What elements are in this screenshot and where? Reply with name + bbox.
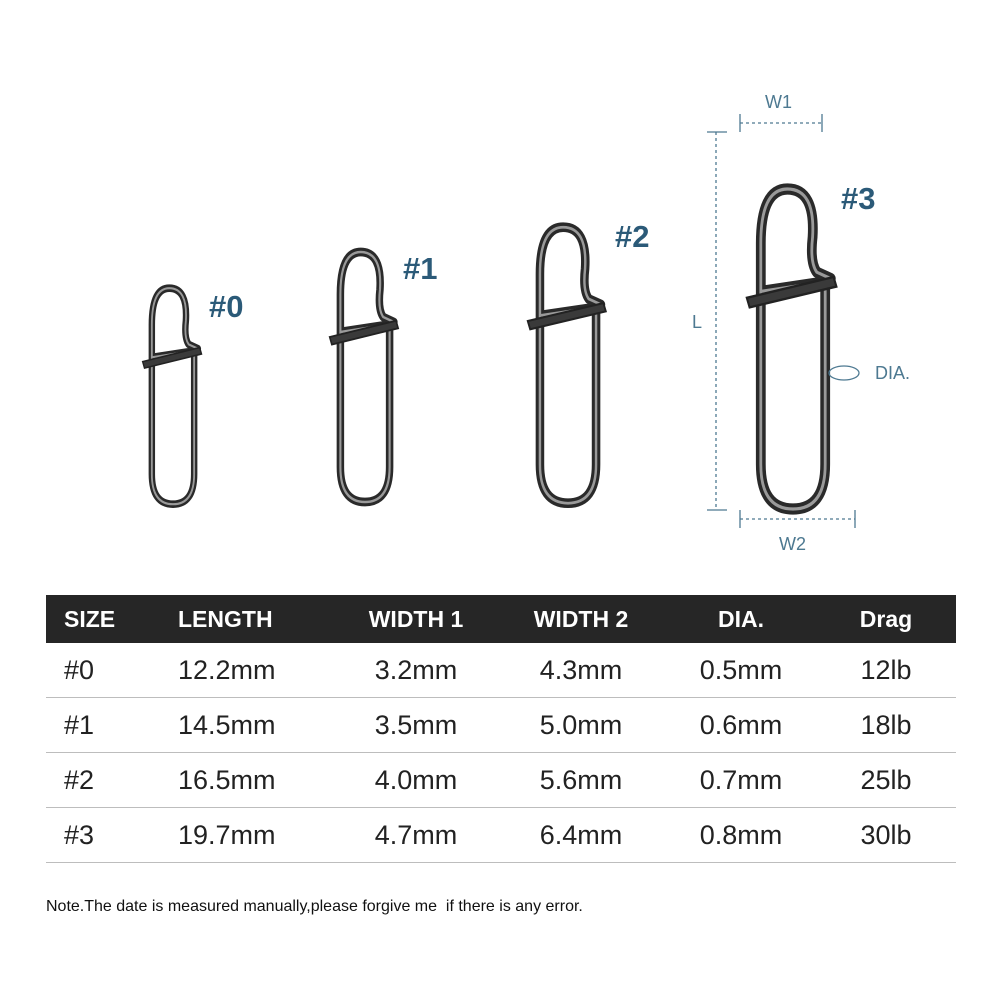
cell-length: 19.7mm (158, 808, 336, 863)
cell-drag: 30lb (816, 808, 956, 863)
cell-length: 12.2mm (158, 643, 336, 698)
cell-width1: 3.5mm (336, 698, 496, 753)
width2-label: W2 (779, 534, 806, 554)
snap-1 (330, 252, 398, 502)
cell-width2: 5.6mm (496, 753, 666, 808)
width1-label: W1 (765, 92, 792, 112)
cell-size: #2 (46, 753, 158, 808)
cell-dia: 0.5mm (666, 643, 816, 698)
table-header-row (46, 595, 956, 643)
header-width2: WIDTH 2 (496, 595, 666, 643)
dimension-lines (707, 114, 859, 528)
cell-size: #3 (46, 808, 158, 863)
cell-length: 14.5mm (158, 698, 336, 753)
cell-size: #1 (46, 698, 158, 753)
header-length: LENGTH (158, 595, 336, 643)
size-label-2: #2 (615, 219, 650, 254)
cell-dia: 0.6mm (666, 698, 816, 753)
cell-dia: 0.7mm (666, 753, 816, 808)
cell-drag: 12lb (816, 643, 956, 698)
cell-drag: 25lb (816, 753, 956, 808)
cell-width2: 5.0mm (496, 698, 666, 753)
length-label: L (692, 312, 703, 332)
diameter-ring-icon (829, 366, 859, 380)
cell-width1: 4.7mm (336, 808, 496, 863)
snap-0 (143, 288, 202, 504)
table-row (46, 808, 956, 863)
header-dia: DIA. (666, 595, 816, 643)
cell-width1: 3.2mm (336, 643, 496, 698)
table-row (46, 753, 956, 808)
cell-dia: 0.8mm (666, 808, 816, 863)
size-label-0: #0 (209, 289, 244, 324)
cell-drag: 18lb (816, 698, 956, 753)
header-width1: WIDTH 1 (336, 595, 496, 643)
header-drag: Drag (816, 595, 956, 643)
cell-width2: 4.3mm (496, 643, 666, 698)
cell-width1: 4.0mm (336, 753, 496, 808)
cell-length: 16.5mm (158, 753, 336, 808)
snap-3 (747, 189, 837, 509)
cell-width2: 6.4mm (496, 808, 666, 863)
header-size: SIZE (46, 595, 158, 643)
size-label-3: #3 (841, 181, 876, 216)
cell-size: #0 (46, 643, 158, 698)
snap-2 (528, 227, 606, 503)
size-label-1: #1 (403, 251, 438, 286)
spec-table (46, 595, 956, 863)
table-row (46, 643, 956, 698)
measurement-note: Note.The date is measured manually,please forgive me if there is any error. (46, 898, 583, 915)
diameter-label: DIA. (875, 363, 911, 383)
table-row (46, 698, 956, 753)
